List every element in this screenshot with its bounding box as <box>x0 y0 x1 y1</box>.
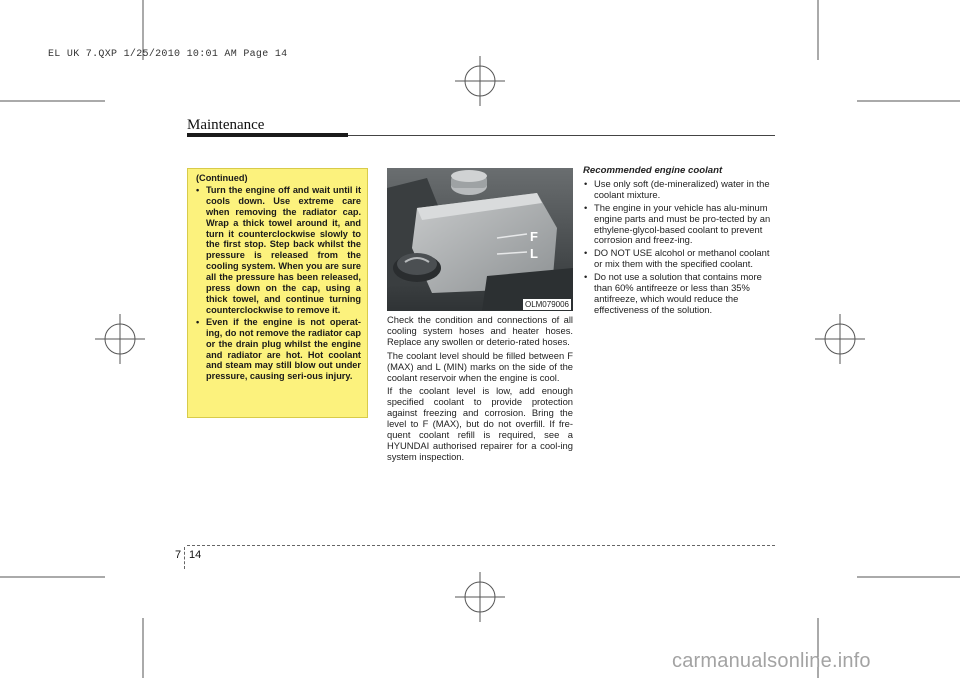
coolant-reservoir-figure <box>387 168 573 311</box>
warning-box <box>187 168 368 418</box>
site-watermark: carmanualsonline.info <box>672 650 871 672</box>
coolant-bullet: • The engine in your vehicle has alu-minum engine parts and must be pro-tected by an ethylene-glycol-based coolant to prevent corrosion and freez-ing. <box>583 203 775 247</box>
paragraph: If the coolant level is low, add enough specified coolant to provide protection against freezing and corrosion. Bring the level to F (MAX), but do not overfill. If fre-quent coolant refill is required, see a HYUNDAI authorised repairer for a cool-ing system inspection. <box>387 385 573 462</box>
warning-bullet: • Even if the engine is not operat-ing, do not remove the radiator cap or the drain plug whilst the engine and radiator are hot. Hot coolant and steam may still blow out under pressure, causing seri-ous injury. <box>196 317 361 382</box>
chapter-number: 7 <box>175 549 182 561</box>
figure-code: OLM079006 <box>524 300 569 309</box>
header-rule-thick <box>187 133 348 137</box>
paragraph: Check the condition and connections of all cooling system hoses and heater hoses. Replace any swollen or deterio-rated hoses. <box>387 314 573 347</box>
page-number: 14 <box>189 549 202 561</box>
coolant-recommendation <box>583 166 775 318</box>
min-mark-label: L <box>530 246 538 261</box>
paragraph: The coolant level should be filled between F (MAX) and L (MIN) marks on the side of the coolant reservoir when the engine is cool. <box>387 349 573 383</box>
footer-divider <box>184 547 185 569</box>
coolant-list <box>583 179 775 316</box>
max-mark-label: F <box>530 229 538 244</box>
coolant-bullet: • Use only soft (de-mineralized) water in the coolant mixture. <box>583 179 775 201</box>
warning-list <box>196 185 361 382</box>
coolant-bullet: • Do not use a solution that contains more than 60% antifreeze or less than 35% antifreeze, which would reduce the effectiveness of the solution. <box>583 272 775 316</box>
coolant-reservoir-illustration <box>387 168 573 311</box>
hose-check-text <box>387 315 573 466</box>
print-slug: EL UK 7.QXP 1/25/2010 10:01 AM Page 14 <box>48 49 288 60</box>
warning-continued-label: (Continued) <box>196 173 248 183</box>
footer-rule <box>187 545 775 546</box>
section-title: Maintenance <box>187 117 265 133</box>
header-rule-thin <box>348 135 775 136</box>
coolant-bullet: • DO NOT USE alcohol or methanol coolant or mix them with the specified coolant. <box>583 248 775 270</box>
subsection-heading: Recommended engine coolant <box>583 165 723 176</box>
warning-bullet: • Turn the engine off and wait until it cools down. Use extreme care when removing the radiator cap. Wrap a thick towel around it, and turn it counterclockwise slowly to the first stop. Step back whilst the pressure is released from the cooling system. When you are sure all the pressure has been released, press down on the cap, using a thick towel, and continue turning counterclockwise to remove it. <box>196 185 361 316</box>
